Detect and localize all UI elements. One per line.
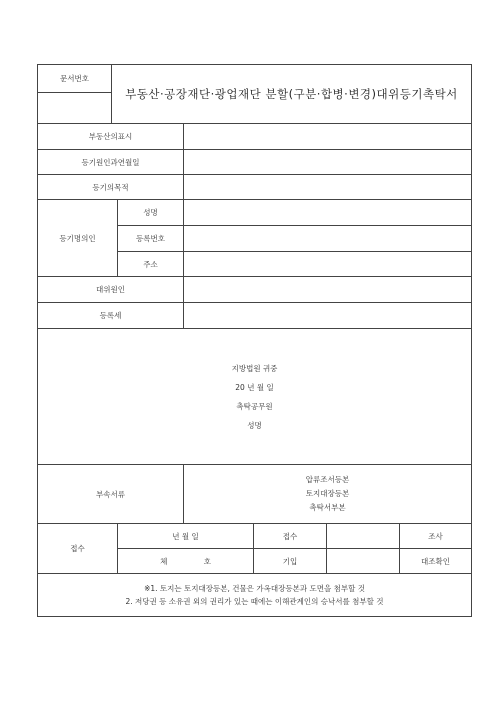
holder-label: 등기명의인 xyxy=(38,200,118,277)
official-text: 촉탁공무원 xyxy=(236,401,273,411)
attachments-label: 부속서류 xyxy=(38,465,184,524)
receipt-check: 대조확인 xyxy=(400,549,472,574)
name-label: 성명 xyxy=(118,200,184,226)
receipt-receipt-field[interactable] xyxy=(327,524,400,549)
header-table xyxy=(37,64,472,124)
reg-number-field[interactable] xyxy=(184,226,472,252)
cause-date-label: 등기원인과연월일 xyxy=(38,150,184,175)
attachment-item: 토지대장등본 xyxy=(305,489,350,498)
name-field[interactable] xyxy=(184,200,472,226)
court-text: 지방법원 귀중 xyxy=(231,363,278,373)
reg-tax-label: 등록세 xyxy=(38,303,184,329)
purpose-field[interactable] xyxy=(184,175,472,200)
address-label: 주소 xyxy=(118,252,184,277)
attachment-item: 촉탁서부본 xyxy=(309,503,346,512)
reg-tax-field[interactable] xyxy=(184,303,472,329)
date-text: 20 년 월 일 xyxy=(235,382,274,392)
receipt-entry-field[interactable] xyxy=(327,549,400,574)
purpose-label: 등기의목적 xyxy=(38,175,184,200)
form-table xyxy=(37,123,472,617)
receipt-label: 접수 xyxy=(38,524,118,574)
note-item: ※1. 토지는 토지대장등본, 건물은 가옥대장등본과 도면을 첨부할 것 xyxy=(144,584,365,593)
request-block xyxy=(38,329,472,465)
doc-number-label: 문서번호 xyxy=(38,65,112,93)
receipt-survey: 조사 xyxy=(400,524,472,549)
address-field[interactable] xyxy=(184,252,472,277)
subrogation-cause-field[interactable] xyxy=(184,277,472,303)
property-field[interactable] xyxy=(184,124,472,150)
receipt-entry: 기입 xyxy=(254,549,327,574)
receipt-receipt: 접수 xyxy=(254,524,327,549)
official-name-text: 성명 xyxy=(247,420,262,430)
subrogation-cause-label: 대위원인 xyxy=(38,277,184,303)
property-label: 부동산의표시 xyxy=(38,124,184,150)
receipt-chego: 체 호 xyxy=(118,549,254,574)
notes xyxy=(38,574,472,617)
reg-number-label: 등록번호 xyxy=(118,226,184,252)
note-item: 2. 저당권 등 소유권 외의 권리가 있는 때에는 이해관계인의 승낙서를 첨부할 것 xyxy=(125,597,384,606)
attachment-item: 압류조서등본 xyxy=(305,475,350,484)
doc-number-value[interactable] xyxy=(38,93,112,124)
attachments-list xyxy=(184,465,472,524)
receipt-ymd: 년 월 일 xyxy=(118,524,254,549)
document-title: 부동산·공장재단·광업재단 분할(구분·합병·변경)대위등기촉탁서 xyxy=(112,65,472,124)
cause-date-field[interactable] xyxy=(184,150,472,175)
